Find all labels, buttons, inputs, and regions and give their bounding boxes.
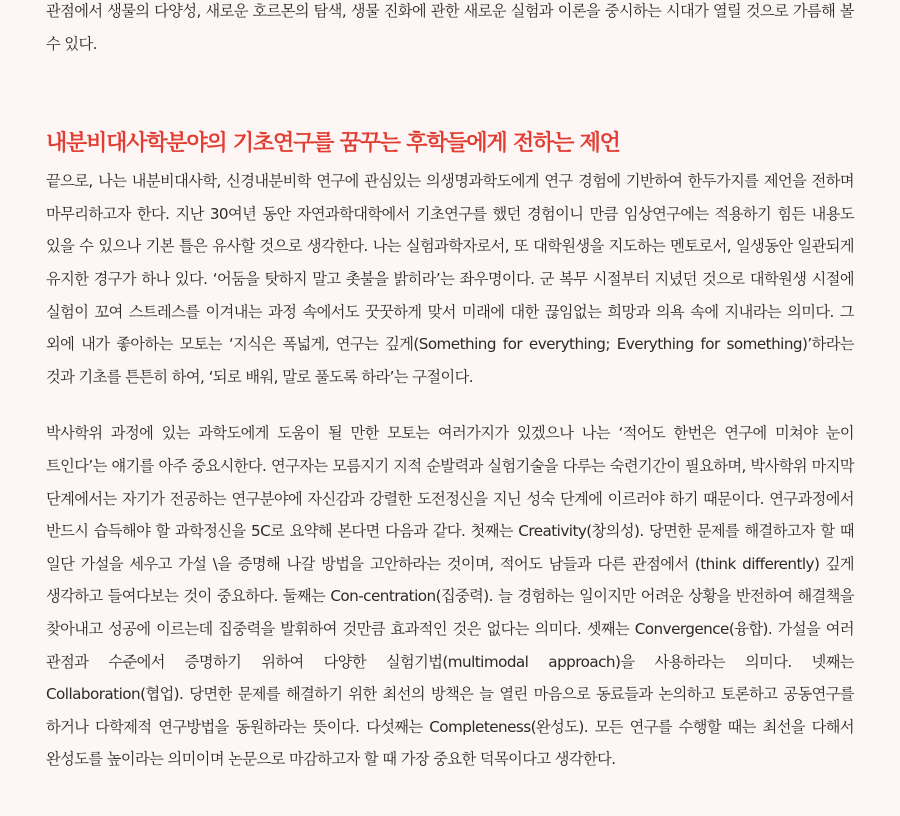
paragraph-spacer [46, 393, 854, 417]
intro-paragraph: 관점에서 생물의 다양성, 새로운 호르몬의 탐색, 생물 진화에 관한 새로운 실험과 이론을 중시하는 시대가 열릴 것으로 가름해 볼 수 있다. [46, 2, 854, 53]
section-title: 내분비대사학분야의 기초연구를 꿈꾸는 후학들에게 전하는 제언 [46, 131, 620, 157]
body-paragraph-1: 끝으로, 나는 내분비대사학, 신경내분비학 연구에 관심있는 의생명과학도에게 연구 경험에 기반하여 한두가지를 제언을 전하며 마무리하고자 한다. 지난 30여년 동안 자연과학대학에서 기초연구를 했던 경험이니 만큼 임상연구에는 적용하기 힘든 내용도 있을 수 있으나 기본 틀은 유사할 것으로 생각한다. 나는 실험과학자로서, 또 대학원생을 지도하는 멘토로서, 일생동안 일관되게 유지한 경구가 하나 있다. ‘어둠을 탓하지 말고 촛불을 밝히라’는 좌우명이다. 군 복무 시절부터 지녔던 것으로 대학원생 시절에 실험이 꼬여 스트레스를 이겨내는 과정 속에서도 꿋꿋하게 맞서 미래에 대한 끊임없는 희망과 의욕 속에 지내라는 의미다. 그 외에 내가 좋아하는 모토는 ‘지식은 폭넓게, 연구는 깊게(Something for everything; Everything for something)’하라는 것과 기초를 튼튼히 하여, ‘되로 배워, 말로 풀도록 하라’는 구절이다. [46, 172, 854, 386]
body-paragraph-2: 박사학위 과정에 있는 과학도에게 도움이 될 만한 모토는 여러가지가 있겠으나 나는 ‘적어도 한번은 연구에 미쳐야 눈이 트인다’는 얘기를 아주 중요시한다. 연구자는 모름지기 지적 순발력과 실험기술을 다루는 숙련기간이 필요하며, 박사학위 마지막 단계에서는 자기가 전공하는 연구분야에 자신감과 강렬한 도전정신을 지닌 성숙 단계에 이르러야 하기 때문이다. 연구과정에서 반드시 습득해야 할 과학정신을 5C로 요약해 본다면 다음과 같다. 첫째는 Creativity(창의성). 당면한 문제를 해결하고자 할 때 일단 가설을 세우고 가설 \을 증명해 나갈 방법을 고안하라는 것이며, 적어도 남들과 다른 관점에서 (think differently) 깊게 생각하고 들여다보는 것이 중요하다. 둘째는 Con-centration(집중력). 늘 경험하는 일이지만 어려운 상황을 반전하여 해결책을 찾아내고 성공에 이르는데 집중력을 발휘하여 것만큼 효과적인 것은 없다는 의미다. 셋째는 Convergence(융합). 가설을 여러 관점과 수준에서 증명하기 위하여 다양한 실험기법(multimodal approach)을 사용하라는 의미다. 넷째는 Collaboration(협업). 당면한 문제를 해결하기 위한 최선의 방책은 늘 열린 마음으로 동료들과 논의하고 토론하고 공동연구를 하거나 다학제적 연구방법을 동원하라는 뜻이다. 다섯째는 Completeness(완성도). 모든 연구를 수행할 때는 최선을 다해서 완성도를 높이라는 의미이며 논문으로 마감하고자 할 때 가장 중요한 덕목이다고 생각한다. [46, 424, 854, 769]
